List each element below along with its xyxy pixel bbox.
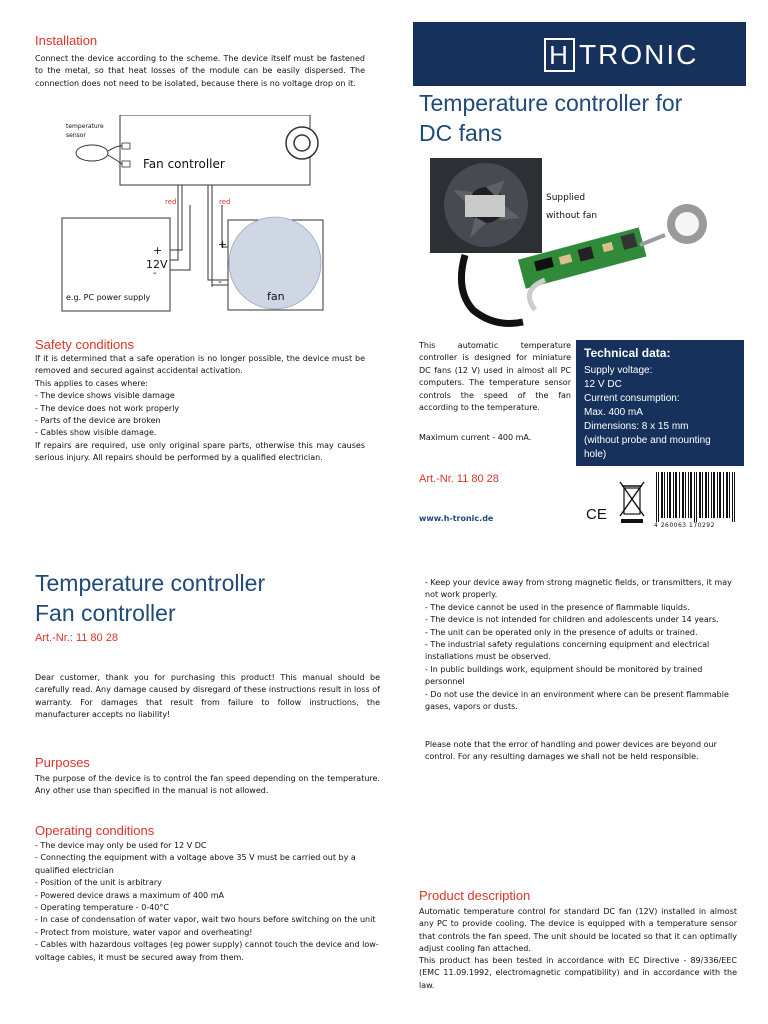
technical-data-box bbox=[576, 340, 744, 466]
supplied-label-2: without fan bbox=[546, 211, 598, 221]
description-text-1: Automatic temperature control for standard DC fan (12V) installed in almost any PC to provide cooling. The device is equipped with a temperature sensor that controls the fan speed. The unit should be located so that it can optimally adjust cooling fan attached. bbox=[419, 907, 737, 954]
safety-text bbox=[35, 353, 365, 465]
safety-line: If repairs are required, use only original spare parts, otherwise this may causes serious injury. All repairs should be performed by a qualified electrician. bbox=[35, 440, 365, 463]
warning-line: - The device is not intended for children and adolescents under 14 years. bbox=[425, 615, 719, 625]
description-text-2: This product has been tested in accordance with EC Directive - 89/336/EEC (EMC 11.09.1992, electromagnetic compatibility) and in accordance with the law. bbox=[419, 956, 737, 990]
tech-line: Dimensions: 8 x 15 mm bbox=[584, 421, 689, 432]
red-wire-label-left: red bbox=[165, 198, 177, 206]
installation-heading: Installation bbox=[35, 33, 98, 48]
warning-line: - Do not use the device in an environment where can be present flammable gases, vapors or dusts. bbox=[425, 689, 729, 712]
operating-line: - Connecting the equipment with a voltage above 35 V must be carried out by a qualified electrician bbox=[35, 853, 356, 875]
manual-intro: Dear customer, thank you for purchasing this product! This manual should be carefully read. Any damage caused by disregard of these instructions result in loss of warranty. For damages that result from failure to follow instructions, the manufacturer accepts no liability! bbox=[35, 673, 380, 720]
tech-line: 12 V DC bbox=[584, 379, 622, 390]
description-heading: Product description bbox=[419, 888, 531, 903]
operating-line: - The device may only be used for 12 V DC bbox=[35, 841, 207, 850]
barcode-bars bbox=[654, 472, 740, 522]
controller-label: Fan controller bbox=[143, 157, 225, 171]
minus-right: - bbox=[218, 275, 222, 288]
controller-box bbox=[120, 115, 310, 185]
purposes-text: The purpose of the device is to control the fan speed depending on the temperature. Any other use than specified in the manual is not allowed. bbox=[35, 774, 380, 796]
operating-line: - Position of the unit is arbitrary bbox=[35, 878, 162, 888]
fan-label: fan bbox=[267, 290, 285, 303]
tech-heading: Technical data: bbox=[584, 346, 671, 360]
max-current: Maximum current - 400 mA. bbox=[419, 433, 532, 442]
htronic-logo bbox=[544, 38, 698, 72]
tech-line: Max. 400 mA bbox=[584, 407, 643, 418]
sensor-probe bbox=[76, 145, 108, 161]
sensor-label-1: temperature bbox=[66, 123, 104, 130]
warning-line: - Keep your device away from strong magnetic fields, or transmitters, it may not work properly. bbox=[425, 578, 732, 600]
product-title-line1: Temperature controller for bbox=[419, 90, 683, 116]
installation-text: Connect the device according to the scheme. The device itself must be fastened to the metal, so that heat losses of the module can be easily dispersed. The connection does not need to be isolated, because there is no voltage drop on it. bbox=[35, 54, 365, 88]
barcode-number: 4 260063 170292 bbox=[654, 522, 715, 529]
product-intro: This automatic temperature controller is designed for miniature DC fans (12 V) used in almost all PC computers. The temperature sensor controls the speed of the fan according to the temperature. bbox=[419, 341, 571, 413]
logo-text: TRONIC bbox=[579, 39, 699, 70]
warning-line: - The industrial safety regulations concerning equipment and electrical installations must be observed. bbox=[425, 640, 710, 662]
warnings-note: Please note that the error of handling and power devices are beyond our control. For any resulting damages we shall not be held responsible. bbox=[425, 740, 717, 762]
plus-left: + bbox=[153, 244, 163, 257]
ce-mark: CE bbox=[586, 506, 607, 523]
safety-line: If it is determined that a safe operation is no longer possible, the device must be removed and secured against accidental activation. bbox=[35, 354, 365, 376]
safety-heading: Safety conditions bbox=[35, 337, 135, 352]
website-link[interactable]: www.h-tronic.de bbox=[419, 514, 494, 523]
safety-line: - Parts of the device are broken bbox=[35, 416, 161, 426]
operating-line: - Protect from moisture, water vapor and overheating! bbox=[35, 927, 253, 937]
warning-line: - The unit can be operated only in the presence of adults or trained. bbox=[425, 627, 698, 637]
operating-line: - Powered device draws a maximum of 400 mA bbox=[35, 890, 224, 900]
operating-line: - Operating temperature - 0-40°C bbox=[35, 903, 169, 913]
plus-right: + bbox=[218, 238, 228, 251]
safety-line: - Cables show visible damage. bbox=[35, 428, 157, 438]
red-wire-label-right: red bbox=[219, 198, 231, 206]
warning-line: - The device cannot be used in the presence of flammable liquids. bbox=[425, 602, 690, 612]
safety-line: - The device shows visible damage bbox=[35, 391, 175, 401]
purposes-heading: Purposes bbox=[35, 755, 90, 770]
operating-list bbox=[35, 840, 380, 964]
tech-line: (without probe and mounting bbox=[584, 435, 711, 446]
manual-title-line2: Fan controller bbox=[35, 600, 176, 626]
tech-line: hole) bbox=[584, 449, 607, 460]
sensor-label-2: sensor bbox=[66, 132, 86, 139]
operating-heading: Operating conditions bbox=[35, 823, 155, 838]
brand-banner bbox=[413, 22, 746, 86]
tech-line: Current consumption: bbox=[584, 393, 680, 404]
weee-bin-icon bbox=[618, 478, 646, 524]
tech-line: Supply voltage: bbox=[584, 365, 653, 376]
barcode bbox=[654, 472, 740, 530]
product-photo bbox=[425, 150, 725, 330]
product-art-nr: Art.-Nr. 11 80 28 bbox=[419, 473, 499, 485]
safety-line: This applies to cases where: bbox=[35, 378, 148, 388]
voltage-label: 12V bbox=[146, 258, 168, 271]
minus-left: - bbox=[153, 268, 157, 279]
manual-title-line1: Temperature controller bbox=[35, 570, 266, 596]
product-title-line2: DC fans bbox=[419, 120, 503, 146]
operating-line: - In case of condensation of water vapor, wait two hours before switching on the unit bbox=[35, 915, 376, 925]
supplied-label-1: Supplied bbox=[546, 193, 586, 203]
warnings-list bbox=[425, 577, 735, 713]
operating-line: - Cables with hazardous voltages (eg power supply) cannot touch the device and low-voltage cables, it must be secured away from them. bbox=[35, 940, 379, 962]
wiring-diagram bbox=[30, 115, 375, 315]
power-supply-label: e.g. PC power supply bbox=[66, 293, 151, 302]
manual-art-nr: Art.-Nr.: 11 80 28 bbox=[35, 632, 118, 644]
tech-lines bbox=[584, 364, 711, 462]
logo-h: H bbox=[544, 38, 575, 72]
warning-line: - In public buildings work, equipment should be monitored by trained personnel bbox=[425, 664, 703, 687]
safety-line: - The device does not work properly bbox=[35, 403, 180, 413]
